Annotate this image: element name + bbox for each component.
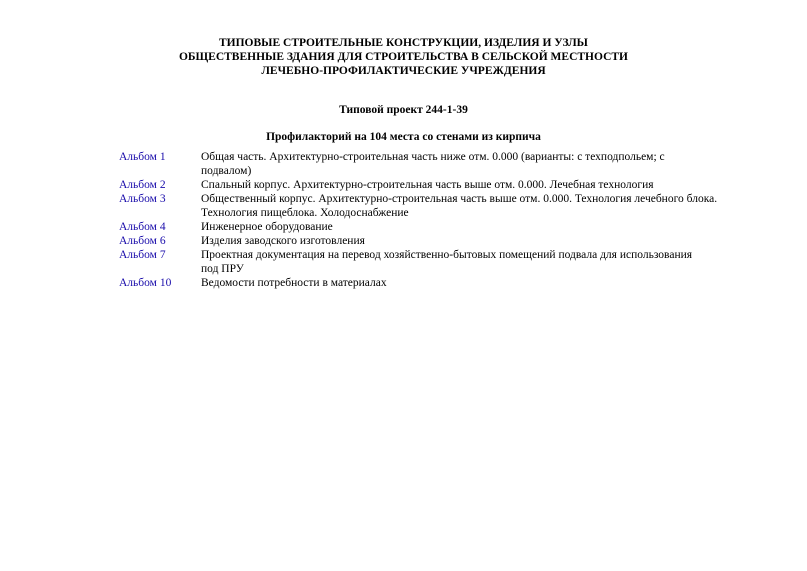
header-line-3: ЛЕЧЕБНО-ПРОФИЛАКТИЧЕСКИЕ УЧРЕЖДЕНИЯ [261, 65, 546, 77]
album-row [119, 220, 719, 234]
album-3-link[interactable]: Альбом 3 [119, 193, 166, 205]
album-7-link[interactable]: Альбом 7 [119, 249, 166, 261]
album-row [119, 178, 719, 192]
album-description-line: Проектная документация на перевод хозяйственно-бытовых помещений подвала для использования [201, 249, 693, 261]
album-10-description [201, 276, 719, 290]
album-row [119, 234, 719, 248]
album-description-line: Инженерное оборудование [201, 221, 333, 233]
album-description-line: Общая часть. Архитектурно-строительная часть ниже отм. 0.000 (варианты: с техподпольем; с [201, 151, 665, 163]
album-10-link[interactable]: Альбом 10 [119, 277, 172, 289]
album-description-line: Общественный корпус. Архитектурно-строительная часть выше отм. 0.000. Технология лечебного блока. [201, 193, 718, 205]
album-description-line: Спальный корпус. Архитектурно-строительная часть выше отм. 0.000. Лечебная технология [201, 179, 654, 191]
header-line-2: ОБЩЕСТВЕННЫЕ ЗДАНИЯ ДЛЯ СТРОИТЕЛЬСТВА В СЕЛЬСКОЙ МЕСТНОСТИ [178, 51, 629, 63]
album-7-description [201, 248, 719, 276]
project-subtitle: Профилакторий на 104 места со стенами из кирпича [266, 131, 541, 143]
album-row [119, 248, 719, 276]
album-description-line: Ведомости потребности в материалах [201, 277, 387, 289]
album-description-line: подвалом) [201, 165, 252, 177]
album-description-line: под ПРУ [201, 263, 244, 275]
album-row [119, 192, 719, 220]
document-header [0, 36, 807, 78]
album-description-line: Технология пищеблока. Холодоснабжение [201, 207, 409, 219]
album-2-link[interactable]: Альбом 2 [119, 179, 166, 191]
album-row [119, 276, 719, 290]
album-4-link[interactable]: Альбом 4 [119, 221, 166, 233]
album-row [119, 150, 719, 178]
album-2-description [201, 178, 719, 192]
album-description-line: Изделия заводского изготовления [201, 235, 365, 247]
album-1-description [201, 150, 719, 178]
album-1-link[interactable]: Альбом 1 [119, 151, 166, 163]
project-title: Типовой проект 244-1-39 [339, 104, 468, 116]
album-6-link[interactable]: Альбом 6 [119, 235, 166, 247]
album-3-description [201, 192, 719, 220]
header-line-1: ТИПОВЫЕ СТРОИТЕЛЬНЫЕ КОНСТРУКЦИИ, ИЗДЕЛИЯ И УЗЛЫ [219, 37, 588, 49]
album-list [119, 150, 719, 290]
album-6-description [201, 234, 719, 248]
album-4-description [201, 220, 719, 234]
